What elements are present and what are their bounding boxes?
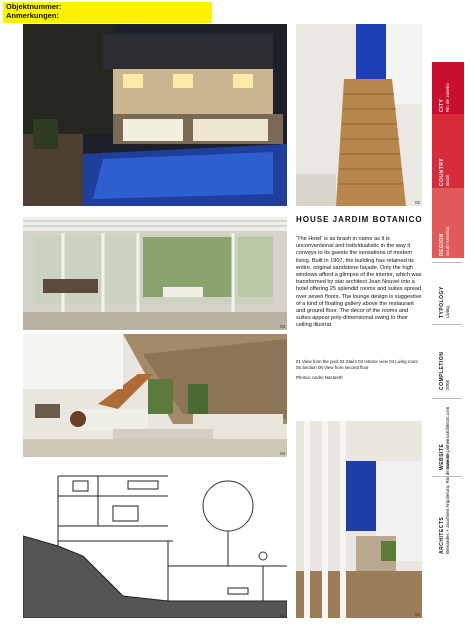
photo-living-room	[23, 334, 287, 457]
photo-stairs	[296, 24, 422, 206]
divider	[432, 324, 462, 325]
sidebar-architects-value: Bernardes + Jacobsen Arquitetura, Rio de Janeiro	[445, 454, 450, 554]
photo-pool-night	[23, 24, 287, 206]
article-body: 'The Hotel' is as brash in name as it is unconventional and individualistic in the way it conveys to its guests the sensations of modern living. Built in 1907, the building has retained its entire, original sandstone façade. Only the high windows afford a glimpse of the interior, which was transformed by star architect Jean Nouvel into a hotel offering 25 splendid rooms and suites spread over seven floors. The lounge design is suggestive of a kind of floating gallery above the restaurant and ground floor. The décor of the rooms and suites appear poly-dimensional owing to their ceiling illustrat	[296, 236, 422, 329]
photo-number: 01	[279, 200, 285, 205]
sidebar-website-label: WEBSITE	[439, 443, 445, 470]
sidebar-city	[439, 83, 450, 112]
sidebar-completion-value: 2006	[445, 379, 450, 390]
divider	[432, 398, 462, 399]
photo-caption: 01 View from the pool 02 Stairs 03 Interior view 04 Living room 05 Section 06 View from second floor	[296, 359, 418, 370]
sidebar-completion	[439, 352, 450, 390]
sidebar-country	[439, 158, 450, 186]
divider	[432, 262, 462, 263]
sidebar-city-label: CITY	[439, 98, 445, 112]
photo-number: 03	[279, 324, 285, 329]
sidebar-architects-label: ARCHITECTS	[439, 516, 445, 554]
section-drawing	[23, 466, 287, 618]
sidebar-region-value: South America	[445, 226, 450, 256]
sidebar-country-value: Brazil	[445, 174, 450, 186]
sidebar-website-value: www. de.pinheiroarchitects.com	[445, 406, 450, 470]
photo-number: 05	[279, 613, 285, 618]
sidebar-city-value: Rio de Janeiro	[445, 82, 450, 112]
sidebar-region	[439, 227, 450, 256]
photo-number: 04	[279, 451, 285, 456]
photo-number: 02	[414, 200, 420, 205]
sidebar-typology-value: Living	[445, 306, 450, 318]
objektnummer-label: Objektnummer:	[6, 2, 62, 11]
note-box	[3, 2, 212, 23]
sidebar-typology-label: TYPOLOGY	[439, 286, 445, 318]
anmerkungen-label: Anmerkungen:	[6, 11, 59, 20]
sidebar-country-label: COUNTRY	[439, 157, 445, 186]
sidebar-typology	[439, 286, 450, 318]
sidebar-completion-label: COMPLETION	[439, 351, 445, 390]
photo-second-floor	[296, 421, 422, 618]
article-title: HOUSE JARDIM BOTANICO	[296, 215, 423, 224]
photo-credit: Photos: Andre Nazareth	[296, 375, 343, 380]
photo-number: 06	[414, 612, 420, 617]
sidebar-architects	[439, 454, 450, 554]
sidebar-region-label: REGION	[439, 233, 445, 256]
photo-interior	[23, 217, 287, 330]
